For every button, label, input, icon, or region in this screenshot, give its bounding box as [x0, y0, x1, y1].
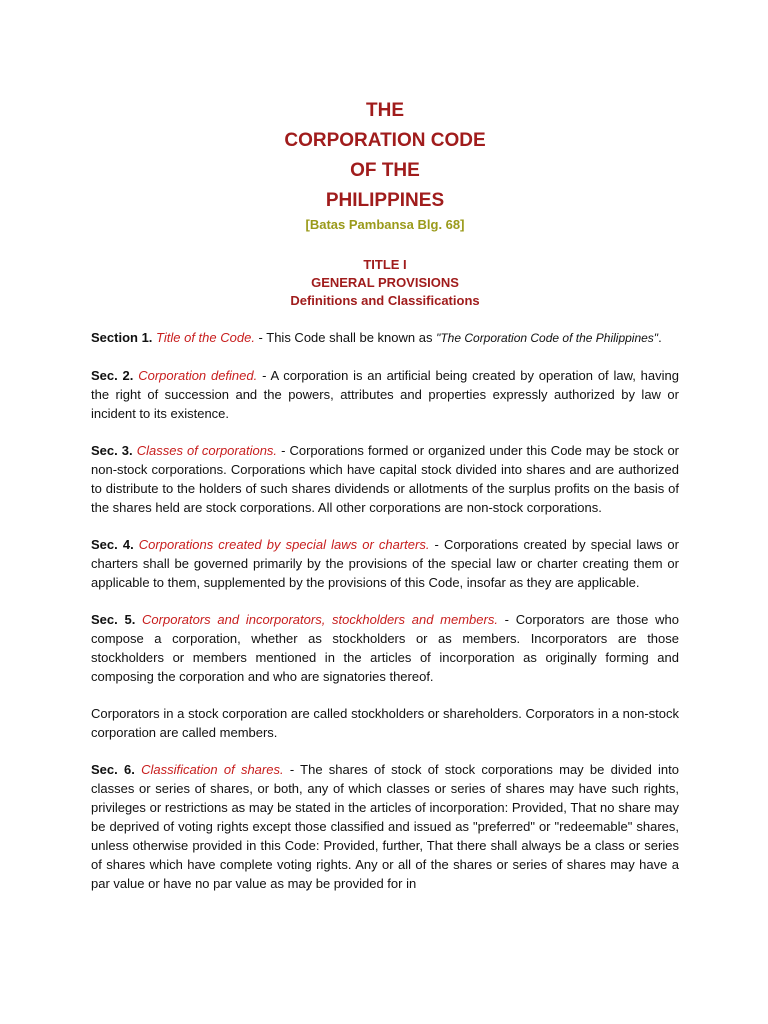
- title-line: CORPORATION CODE: [284, 130, 486, 151]
- section-3: [91, 441, 679, 517]
- quoted-code-name: "The Corporation Code of the Philippines": [436, 331, 659, 345]
- section-label: Sec. 3.: [91, 443, 133, 458]
- section-title: Corporation defined.: [138, 368, 258, 383]
- section-title: Corporations created by special laws or charters.: [138, 537, 430, 552]
- title-line: PHILIPPINES: [325, 190, 445, 211]
- section-2: [91, 366, 679, 423]
- section-6: [91, 760, 679, 893]
- section-text: - This Code shall be known as: [254, 330, 437, 345]
- chapter-name: Definitions and Classifications: [290, 293, 480, 308]
- section-text: - Corporations formed or organized under this Code may be stock or non-stock corporations. Corporations which have capital stock divided into shares and are authorized to distribute to the holders of such shares dividends or allotments of the surplus profits on the basis of the shares held are stock corporations. All other corporations are non-stock corporations.: [91, 443, 679, 515]
- section-title: Classification of shares.: [141, 762, 284, 777]
- section-label: Sec. 2.: [91, 368, 134, 383]
- section-1: [91, 328, 679, 348]
- title-number: TITLE I: [363, 257, 407, 272]
- document-title: [91, 96, 679, 234]
- document-subtitle: [Batas Pambansa Blg. 68]: [305, 217, 465, 232]
- document-page: [91, 96, 679, 911]
- section-title: Title of the Code.: [156, 330, 255, 345]
- section-label: Sec. 4.: [91, 537, 134, 552]
- section-text: - Corporators are those who compose a corporation, whether as stockholders or as members. Incorporators are those stockholders or members mentioned in the articles of incorporation as originally forming and composing the corporation and who are signatories thereof.: [91, 612, 679, 684]
- section-4: [91, 535, 679, 592]
- title-name: GENERAL PROVISIONS: [311, 275, 459, 290]
- section-label: Sec. 5.: [91, 612, 136, 627]
- title-line: THE: [366, 100, 404, 121]
- section-title: Corporators and incorporators, stockholders and members.: [142, 612, 498, 627]
- title-line: OF THE: [350, 160, 420, 181]
- section-label: Sec. 6.: [91, 762, 135, 777]
- section-text: - The shares of stock of stock corporations may be divided into classes or series of shares, or both, any of which classes or series of shares may have such rights, privileges or restrictions as may be stated in the articles of incorporation: Provided, That no share may be deprived of voting rights except those classified and issued as "preferred" or "redeemable" shares, unless otherwise provided in this Code: Provided, further, That there shall always be a class or series of shares which have complete voting rights. Any or all of the shares or series of shares may have a par value or have no par value as may be provided for in: [91, 762, 679, 891]
- section-title: Classes of corporations.: [136, 443, 278, 458]
- section-label: Section 1.: [91, 330, 153, 345]
- section-text: - Corporations created by special laws or charters shall be governed primarily by the provisions of the special law or charter creating them or applicable to them, supplemented by the provisions of this Code, insofar as they are applicable.: [91, 537, 679, 590]
- section-5-continued: Corporators in a stock corporation are called stockholders or shareholders. Corporators in a non-stock corporation are called members.: [91, 706, 679, 740]
- section-5: [91, 610, 679, 686]
- section-text: - A corporation is an artificial being created by operation of law, having the right of succession and the powers, attributes and properties expressly authorized by law or incident to its existence.: [91, 368, 679, 421]
- section-text-end: .: [658, 330, 662, 345]
- document-body: [91, 328, 679, 893]
- title-heading: [91, 256, 679, 310]
